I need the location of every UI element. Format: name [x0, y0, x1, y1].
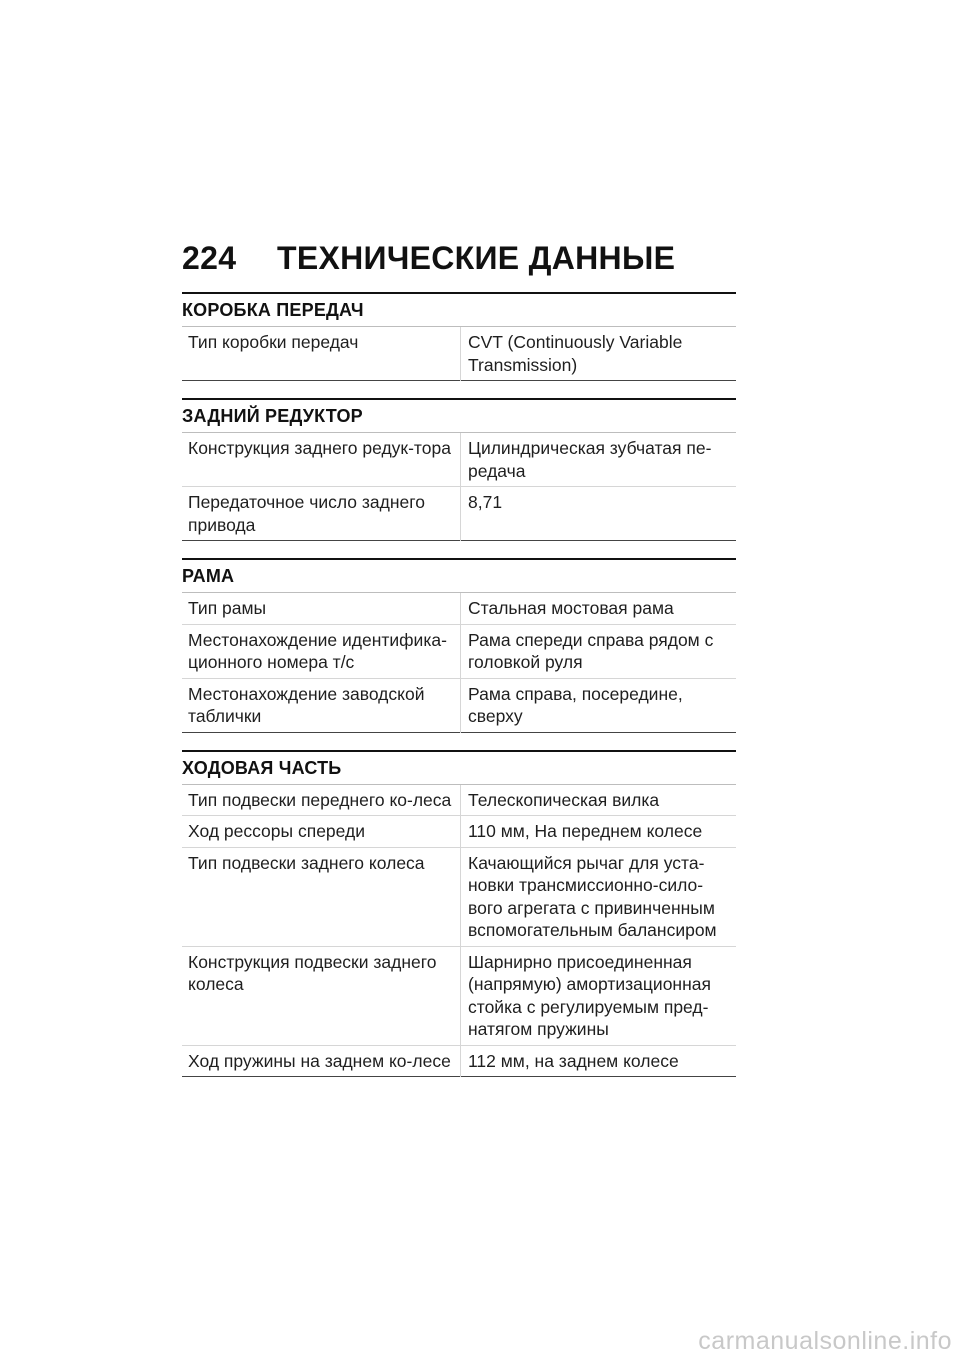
spec-value: 8,71	[461, 487, 737, 541]
spec-value: Цилиндрическая зубчатая пе-редача	[468, 438, 712, 481]
table-row	[182, 678, 736, 732]
spec-value: 112 мм, на заднем колесе	[461, 1045, 737, 1077]
spec-label: Тип коробки передач	[182, 327, 461, 381]
section-gearbox	[182, 292, 736, 381]
table-row	[182, 487, 736, 541]
table-row	[182, 816, 736, 848]
section-rear-drive	[182, 398, 736, 541]
spec-label: Тип подвески заднего колеса	[182, 847, 461, 946]
table-row	[182, 1045, 736, 1077]
spec-value: Стальная мостовая рама	[468, 598, 674, 618]
spec-value: CVT (Continuously Variable Transmission)	[468, 332, 683, 375]
spec-table	[182, 593, 736, 733]
table-row	[182, 624, 736, 678]
spec-table	[182, 785, 736, 1078]
table-row	[182, 433, 736, 487]
table-row	[182, 946, 736, 1045]
table-row	[182, 593, 736, 624]
spec-value: Рама спереди справа рядом с головкой руля	[461, 624, 737, 678]
spec-label: Конструкция подвески заднего колеса	[182, 946, 461, 1045]
watermark-text: carmanualsonline.info	[698, 1327, 952, 1355]
table-row	[182, 785, 736, 816]
section-chassis	[182, 750, 736, 1078]
spec-label: Местонахождение идентифика-ционного номера т/с	[182, 624, 461, 678]
spec-label: Конструкция заднего редук-тора	[182, 433, 461, 487]
page-title: ТЕХНИЧЕСКИЕ ДАННЫЕ	[277, 240, 676, 276]
spec-value: Телескопическая вилка	[468, 789, 660, 810]
page-header	[182, 240, 736, 292]
spec-label: Местонахождение заводской таблички	[182, 678, 461, 732]
spec-value: 110 мм, На переднем колесе	[461, 816, 737, 848]
section-title: РАМА	[182, 560, 736, 593]
section-frame	[182, 558, 736, 733]
spec-label: Передаточное число заднего привода	[182, 487, 461, 541]
table-row	[182, 327, 736, 381]
page-number: 224	[182, 240, 237, 276]
manual-page	[182, 240, 736, 1077]
section-title: КОРОБКА ПЕРЕДАЧ	[182, 294, 736, 327]
spec-label: Ход рессоры спереди	[182, 816, 461, 848]
spec-label: Тип рамы	[182, 593, 461, 624]
spec-label: Тип подвески переднего ко-леса	[182, 785, 461, 816]
spec-label: Ход пружины на заднем ко-лесе	[182, 1045, 461, 1077]
section-title: ХОДОВАЯ ЧАСТЬ	[182, 752, 736, 785]
table-row	[182, 847, 736, 946]
spec-value: Рама справа, посередине, сверху	[461, 678, 737, 732]
section-title: ЗАДНИЙ РЕДУКТОР	[182, 400, 736, 433]
spec-value: Качающийся рычаг для уста-новки трансмиссионно-сило-вого агрегата с привинченным вспомогательным балансиром	[461, 847, 737, 946]
spec-table	[182, 433, 736, 541]
spec-table	[182, 327, 736, 381]
spec-value: Шарнирно присоединенная (напрямую) амортизационная стойка с регулируемым пред-натягом пружины	[461, 946, 737, 1045]
